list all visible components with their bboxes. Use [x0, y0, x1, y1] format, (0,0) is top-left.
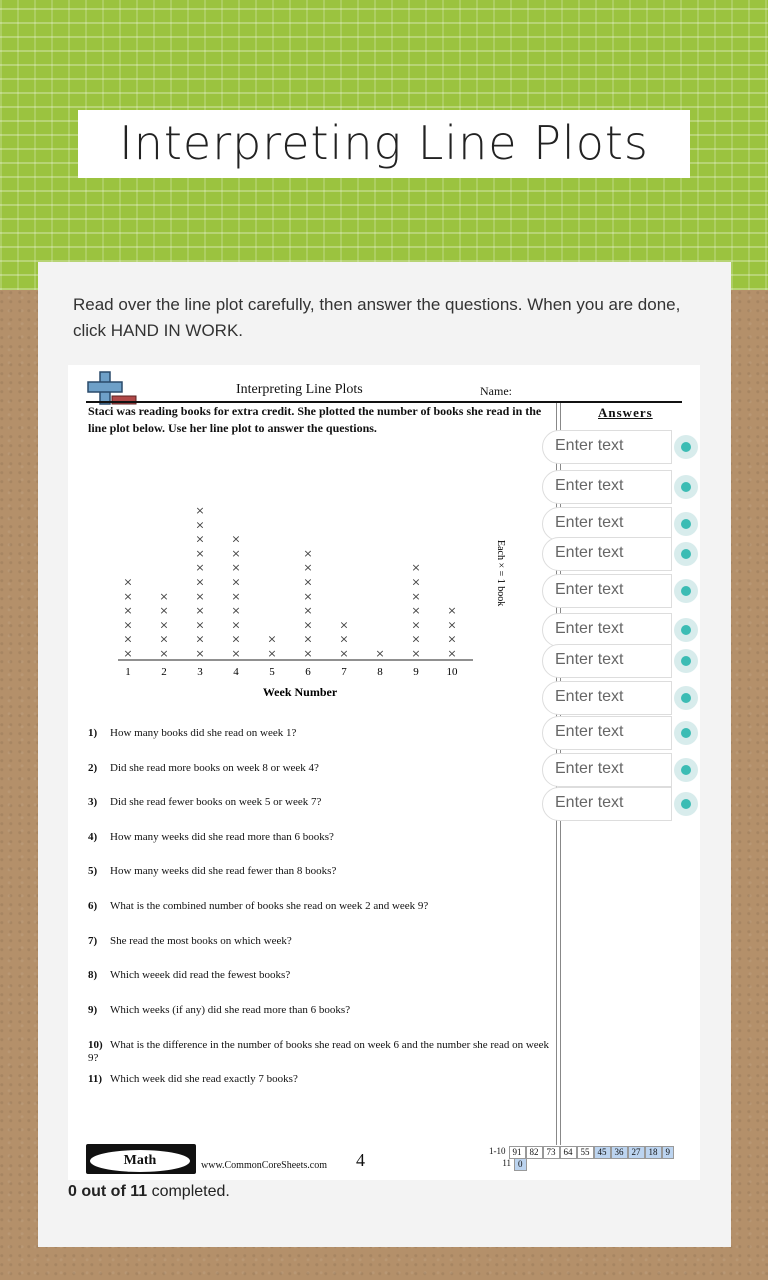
plot-marker: ×	[411, 604, 421, 618]
question-text: Did she read fewer books on week 5 or week 7?	[110, 796, 322, 808]
page-title: Interpreting Line Plots	[119, 116, 649, 170]
answer-status-dot-icon[interactable]	[674, 792, 698, 816]
answer-input[interactable]: Enter text	[542, 507, 672, 541]
instructions-text: Read over the line plot carefully, then answer the questions. When you are done, click HAND IN WORK.	[73, 295, 681, 340]
plot-marker: ×	[123, 647, 133, 660]
worksheet-intro: Staci was reading books for extra credit. She plotted the number of books she read in the line plot below. Use her line plot to answer the questions.	[88, 404, 542, 435]
question-number: 11)	[88, 1073, 103, 1085]
answer-input[interactable]: Enter text	[542, 753, 672, 787]
plot-marker: ×	[339, 647, 349, 660]
question-number: 9)	[88, 1004, 98, 1016]
answer-status-dot-icon[interactable]	[674, 512, 698, 536]
x-tick-label: 2	[161, 666, 167, 678]
plot-marker: ×	[195, 532, 205, 546]
answer-input[interactable]: Enter text	[542, 644, 672, 678]
score-cells-2	[514, 1158, 527, 1169]
answer-status-dot-icon[interactable]	[674, 542, 698, 566]
completion-suffix: completed.	[147, 1183, 230, 1200]
plot-marker: ×	[339, 632, 349, 646]
plot-marker: ×	[123, 575, 133, 589]
plot-marker: ×	[303, 632, 313, 646]
plot-marker: ×	[231, 532, 241, 546]
x-tick-label: 6	[305, 666, 311, 678]
plot-marker: ×	[267, 632, 277, 646]
completion-count: 0 out of 11	[68, 1183, 148, 1200]
score-cell: 27	[628, 1146, 645, 1159]
plot-marker: ×	[195, 618, 205, 632]
question-number: 4)	[88, 831, 98, 843]
score-label-2: 11	[502, 1158, 511, 1168]
score-cell: 55	[577, 1146, 594, 1159]
score-cell: 82	[526, 1146, 543, 1159]
plot-marker: ×	[303, 546, 313, 560]
plot-marker: ×	[123, 632, 133, 646]
plot-marker: ×	[231, 561, 241, 575]
question-item	[88, 969, 553, 982]
plot-marker: ×	[195, 504, 205, 517]
answer-status-dot-icon[interactable]	[674, 686, 698, 710]
question-text: How many weeks did she read fewer than 8 books?	[110, 865, 337, 877]
plot-marker: ×	[231, 632, 241, 646]
score-cell: 91	[509, 1146, 526, 1159]
answer-status-dot-icon[interactable]	[674, 435, 698, 459]
question-item	[88, 831, 553, 844]
question-number: 5)	[88, 865, 98, 877]
answer-input[interactable]: Enter text	[542, 430, 672, 464]
question-number: 7)	[88, 935, 98, 947]
question-item	[88, 796, 553, 809]
plot-marker: ×	[411, 632, 421, 646]
plot-marker: ×	[411, 589, 421, 603]
plot-marker: ×	[123, 589, 133, 603]
score-cell: 64	[560, 1146, 577, 1159]
x-tick-label: 1	[125, 666, 131, 678]
answer-status-dot-icon[interactable]	[674, 475, 698, 499]
x-tick-label: 5	[269, 666, 275, 678]
question-text: Did she read more books on week 8 or week 4?	[110, 762, 319, 774]
score-cell: 45	[594, 1146, 611, 1159]
answer-status-dot-icon[interactable]	[674, 758, 698, 782]
plot-marker: ×	[159, 604, 169, 618]
plot-marker: ×	[447, 647, 457, 660]
plot-marker: ×	[339, 618, 349, 632]
plot-marker: ×	[447, 632, 457, 646]
plot-key: Each × = 1 book	[495, 540, 506, 607]
x-tick-label: 8	[377, 666, 383, 678]
site-credit: www.CommonCoreSheets.com	[201, 1160, 328, 1171]
line-plot-chart	[113, 500, 553, 710]
question-number: 1)	[88, 727, 98, 739]
answers-heading: Answers	[598, 405, 653, 420]
score-cells-1	[509, 1146, 675, 1157]
plot-marker: ×	[231, 546, 241, 560]
question-item	[88, 935, 553, 948]
plot-marker: ×	[411, 561, 421, 575]
answer-input[interactable]: Enter text	[542, 574, 672, 608]
plot-marker: ×	[303, 589, 313, 603]
question-item	[88, 727, 553, 740]
score-cell: 18	[645, 1146, 662, 1159]
math-badge: Math	[88, 1148, 192, 1174]
plot-marker: ×	[231, 575, 241, 589]
plot-marker: ×	[195, 604, 205, 618]
question-text: She read the most books on which week?	[110, 935, 292, 947]
plot-marker: ×	[303, 575, 313, 589]
answer-input[interactable]: Enter text	[542, 537, 672, 571]
question-item	[88, 1039, 553, 1065]
question-text: How many weeks did she read more than 6 books?	[110, 831, 334, 843]
plot-marker: ×	[195, 632, 205, 646]
answer-input[interactable]: Enter text	[542, 681, 672, 715]
score-cell: 0	[514, 1158, 527, 1171]
answer-input[interactable]: Enter text	[542, 787, 672, 821]
answer-status-dot-icon[interactable]	[674, 649, 698, 673]
answer-input[interactable]: Enter text	[542, 716, 672, 750]
question-number: 2)	[88, 762, 98, 774]
x-axis-label: Week Number	[262, 685, 338, 699]
completion-status	[68, 1183, 230, 1201]
plot-marker: ×	[303, 618, 313, 632]
plot-marker: ×	[447, 618, 457, 632]
name-label: Name:	[480, 384, 512, 398]
question-item	[88, 1004, 553, 1017]
plot-marker: ×	[375, 647, 385, 660]
score-row-2	[486, 1158, 527, 1169]
score-row-1	[486, 1146, 674, 1157]
plot-marker: ×	[159, 589, 169, 603]
question-item	[88, 1073, 553, 1086]
question-number: 6)	[88, 900, 98, 912]
answer-input[interactable]: Enter text	[542, 613, 672, 647]
plot-marker: ×	[267, 647, 277, 660]
score-cell: 73	[543, 1146, 560, 1159]
plot-marker: ×	[195, 561, 205, 575]
answer-status-dot-icon[interactable]	[674, 618, 698, 642]
plot-marker: ×	[411, 618, 421, 632]
score-cell: 36	[611, 1146, 628, 1159]
question-text: Which weeks (if any) did she read more than 6 books?	[110, 1004, 351, 1016]
question-item	[88, 762, 553, 775]
question-text: Which week did she read exactly 7 books?	[110, 1073, 298, 1085]
plot-marker: ×	[447, 604, 457, 618]
plot-marker: ×	[195, 518, 205, 532]
plot-marker: ×	[303, 604, 313, 618]
plot-marker: ×	[231, 589, 241, 603]
plot-marker: ×	[195, 575, 205, 589]
plot-marker: ×	[159, 647, 169, 660]
x-tick-label: 3	[197, 666, 203, 678]
plot-marker: ×	[195, 647, 205, 660]
plot-marker: ×	[123, 618, 133, 632]
plot-marker: ×	[411, 647, 421, 660]
plot-marker: ×	[195, 589, 205, 603]
question-text: Which weeek did read the fewest books?	[110, 969, 291, 981]
x-tick-label: 7	[341, 666, 347, 678]
x-tick-label: 10	[446, 666, 458, 678]
plot-marker: ×	[231, 604, 241, 618]
question-item	[88, 900, 553, 913]
plot-marker: ×	[123, 604, 133, 618]
page-number: 4	[356, 1150, 365, 1170]
question-number: 10)	[88, 1039, 103, 1051]
question-text: What is the difference in the number of books she read on week 6 and the number she read on week 9?	[88, 1039, 550, 1064]
score-label-1: 1-10	[489, 1146, 506, 1156]
score-cell: 9	[662, 1146, 675, 1159]
question-text: What is the combined number of books she read on week 2 and week 9?	[110, 900, 429, 912]
plot-marker: ×	[303, 647, 313, 660]
plot-marker: ×	[231, 647, 241, 660]
plot-marker: ×	[303, 561, 313, 575]
plot-marker: ×	[195, 546, 205, 560]
question-number: 8)	[88, 969, 98, 981]
plot-marker: ×	[231, 618, 241, 632]
question-number: 3)	[88, 796, 98, 808]
x-tick-label: 9	[413, 666, 419, 678]
worksheet-title: Interpreting Line Plots	[236, 382, 363, 397]
question-item	[88, 865, 553, 878]
x-tick-label: 4	[233, 666, 239, 678]
title-card	[78, 110, 690, 178]
answer-status-dot-icon[interactable]	[674, 579, 698, 603]
answer-status-dot-icon[interactable]	[674, 721, 698, 745]
answer-input[interactable]: Enter text	[542, 470, 672, 504]
worksheet-footer	[86, 1144, 682, 1174]
plot-marker: ×	[411, 575, 421, 589]
plot-marker: ×	[159, 618, 169, 632]
question-text: How many books did she read on week 1?	[110, 727, 297, 739]
plot-marker: ×	[159, 632, 169, 646]
